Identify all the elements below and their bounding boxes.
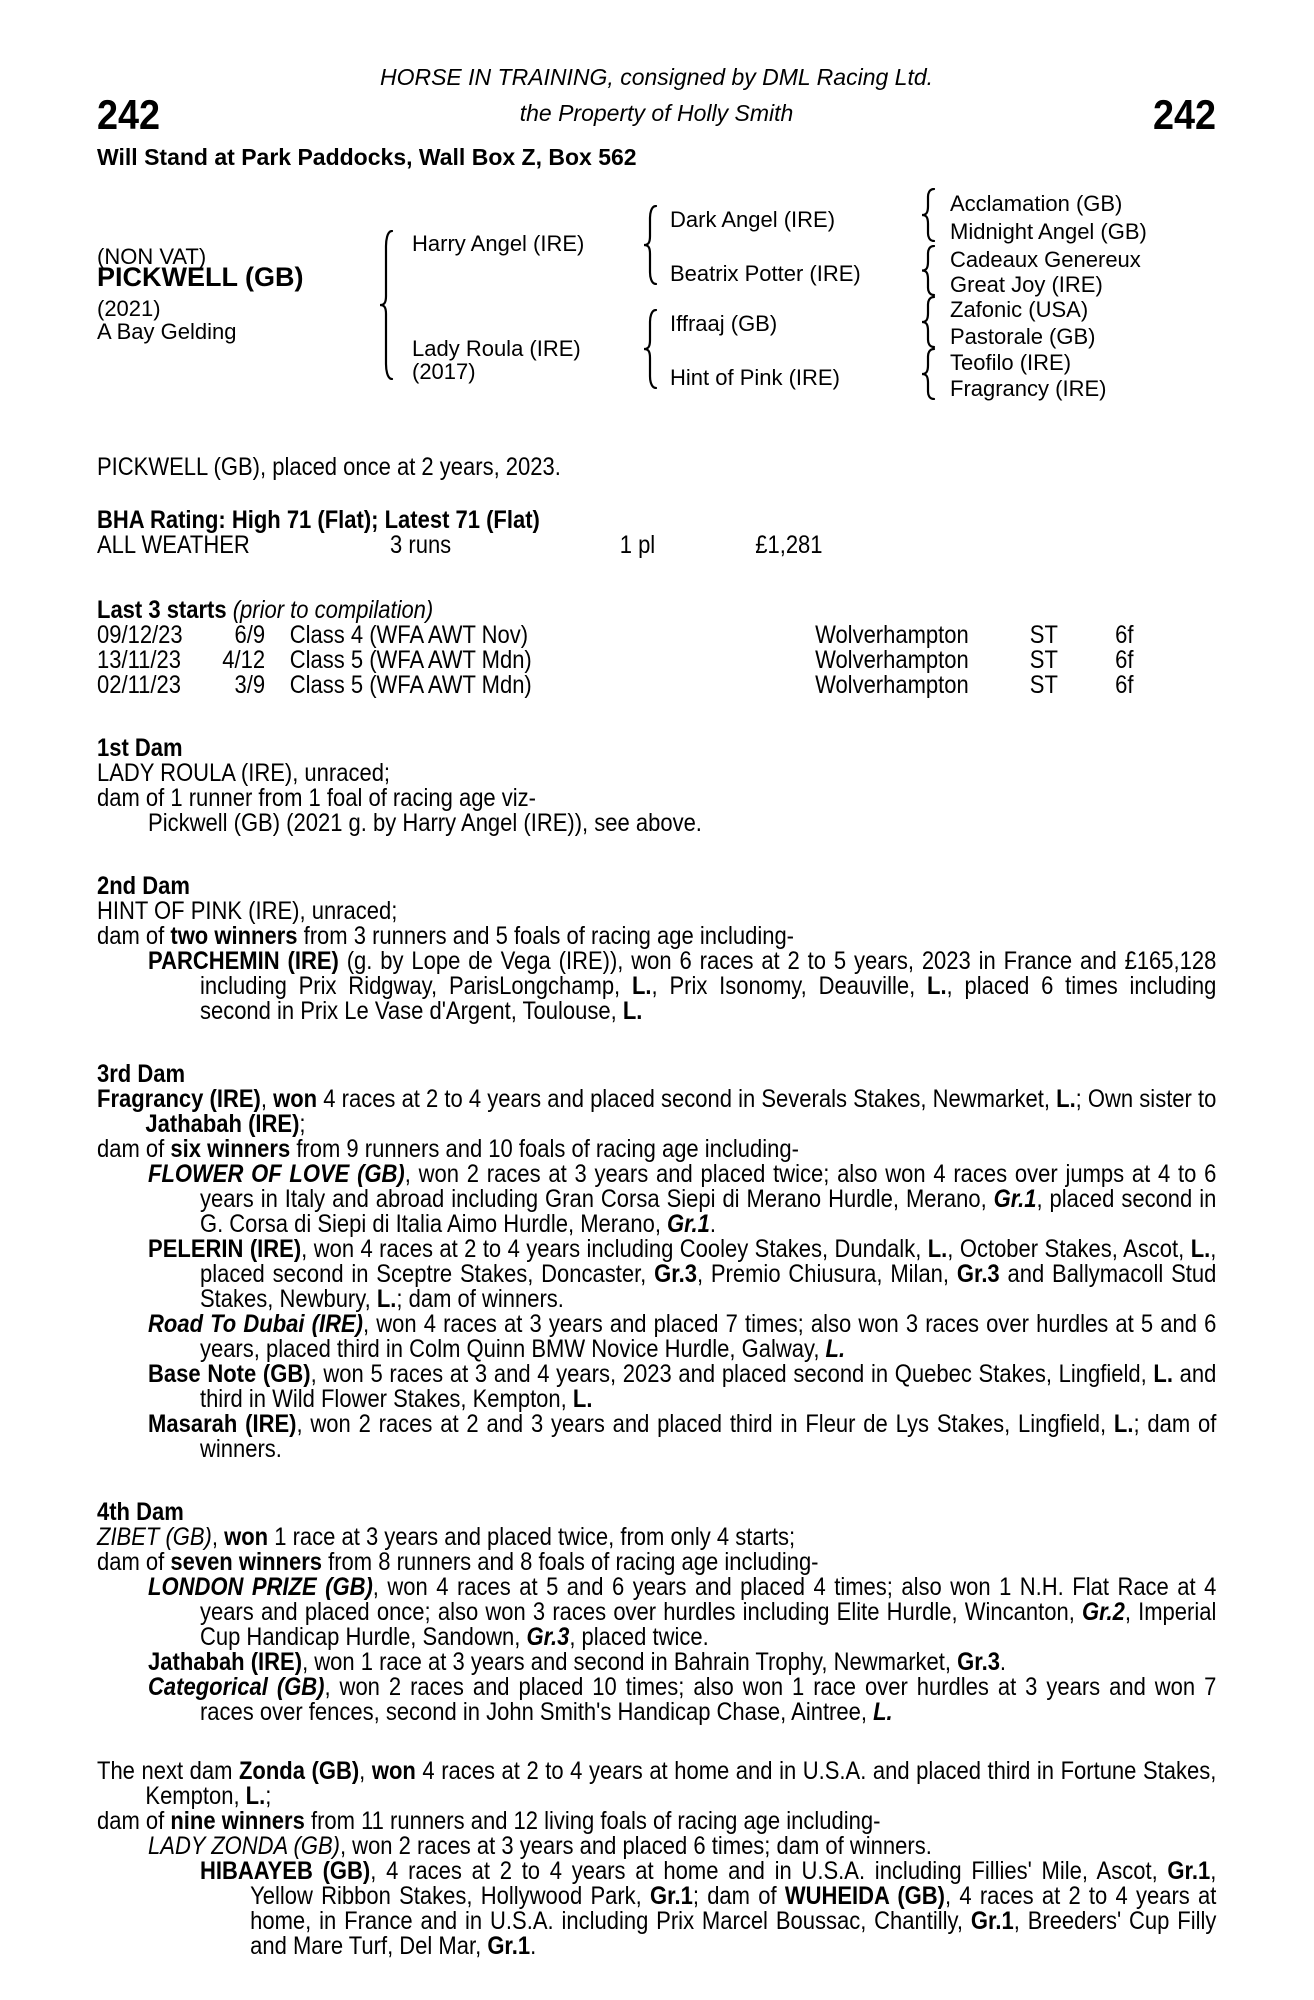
start-position: 6/9 [234, 621, 266, 649]
horse-name: PICKWELL (GB) [97, 262, 304, 292]
start-distance: 6f [1115, 646, 1134, 674]
start-going: ST [1029, 671, 1058, 699]
pedigree-paragraph: PELERIN (IRE), won 4 races at 2 to 4 years including Cooley Stakes, Dundalk, L., October Stakes, Ascot, L., placed second in Sceptre Stakes, Doncaster, Gr.3, Premio Chiusura, Milan, Gr.3 and Ballymacoll Stud Stakes, Newbury, L.; dam of winners. [148, 1235, 1217, 1313]
pedigree-paragraph: Categorical (GB), won 2 races and placed 10 times; also won 1 race over hurdles at 3 years and won 7 races over fences, second in John Smith's Handicap Chase, Aintree, L. [148, 1673, 1217, 1726]
gg-name: Fragrancy (IRE) [950, 376, 1107, 401]
pedigree-paragraph: dam of nine winners from 11 runners and 12 living foals of racing age including- [97, 1807, 881, 1835]
stats-placings: 1 pl [619, 531, 656, 559]
pedigree-brace-dam [642, 309, 658, 393]
pedigree-paragraph: PARCHEMIN (IRE) (g. by Lope de Vega (IRE)), won 6 races at 2 to 5 years, 2023 in France and £165,128 including Prix Ridgway, ParisLongchamp, L., Prix Isonomy, Deauville, L., placed 6 times including second in Prix Le Vase d'Argent, Toulouse, L. [148, 947, 1217, 1025]
race-stats-row [97, 533, 1216, 558]
gg-name: Great Joy (IRE) [950, 272, 1103, 297]
lot-number-right: 242 [1152, 91, 1216, 138]
pedigree-paragraph: LADY ROULA (IRE), unraced; [97, 759, 391, 787]
start-going: ST [1029, 646, 1058, 674]
stats-surface: ALL WEATHER [97, 531, 250, 559]
start-course: Wolverhampton [815, 621, 969, 649]
pedigree-paragraph: Base Note (GB), won 5 races at 3 and 4 years, 2023 and placed second in Quebec Stakes, Lingfield, L. and third in Wild Flower Stakes, Kempton, L. [148, 1360, 1217, 1413]
gg-name: Teofilo (IRE) [950, 350, 1072, 375]
lot-number-left: 242 [97, 91, 161, 138]
sire-name: Harry Angel (IRE) [412, 231, 585, 256]
dam-sire-name: Iffraaj (GB) [670, 311, 778, 336]
start-race: Class 5 (WFA AWT Mdn) [289, 671, 532, 699]
pedigree-brace-sire [642, 205, 658, 289]
section-next-dam [97, 1759, 1216, 1959]
stand-location: Will Stand at Park Paddocks, Wall Box Z, Box 562 [97, 144, 637, 170]
stats-runs: 3 runs [390, 531, 452, 559]
pedigree-brace-main [378, 230, 394, 384]
gg-name: Acclamation (GB) [950, 191, 1123, 216]
section-heading-1st-dam: 1st Dam [97, 734, 183, 762]
table-row [97, 648, 1216, 673]
start-race: Class 5 (WFA AWT Mdn) [289, 646, 532, 674]
last-starts-heading: Last 3 starts (prior to compilation) [97, 596, 434, 624]
section-2nd-dam [97, 899, 1216, 1024]
start-date: 13/11/23 [97, 646, 182, 674]
pedigree-brace-gg3 [920, 296, 936, 352]
start-race: Class 4 (WFA AWT Nov) [289, 621, 529, 649]
non-vat-label: (NON VAT) [97, 244, 207, 269]
start-distance: 6f [1115, 671, 1134, 699]
pedigree-paragraph: Fragrancy (IRE), won 4 races at 2 to 4 years and placed second in Severals Stakes, Newmarket, L.; Own sister to Jathabah (IRE); [97, 1085, 1217, 1138]
consignor-line: HORSE IN TRAINING, consigned by DML Racing Ltd. [379, 64, 934, 90]
race-record-summary: PICKWELL (GB), placed once at 2 years, 2023. [97, 453, 561, 481]
pedigree-paragraph: dam of 1 runner from 1 foal of racing age viz- [97, 784, 536, 812]
pedigree-paragraph: dam of two winners from 3 runners and 5 foals of racing age including- [97, 922, 795, 950]
last-starts-subtitle: (prior to compilation) [226, 596, 434, 624]
pedigree-paragraph: Pickwell (GB) (2021 g. by Harry Angel (IRE)), see above. [148, 809, 702, 837]
section-1st-dam [97, 761, 1216, 836]
property-line: the Property of Holly Smith [519, 100, 794, 126]
table-row [97, 673, 1216, 698]
pedigree-brace-gg2 [920, 245, 936, 300]
start-course: Wolverhampton [815, 671, 969, 699]
gg-name: Midnight Angel (GB) [950, 219, 1147, 244]
bha-rating: BHA Rating: High 71 (Flat); Latest 71 (Flat) [97, 506, 540, 534]
section-3rd-dam [97, 1087, 1216, 1462]
pedigree-paragraph: The next dam Zonda (GB), won 4 races at 2 to 4 years at home and in U.S.A. and placed third in Fortune Stakes, Kempton, L.; [97, 1757, 1217, 1810]
sire-sire-name: Dark Angel (IRE) [670, 207, 836, 232]
start-position: 3/9 [234, 671, 266, 699]
section-heading-3rd-dam: 3rd Dam [97, 1060, 186, 1088]
pedigree-paragraph: Masarah (IRE), won 2 races at 2 and 3 years and placed third in Fleur de Lys Stakes, Lingfield, L.; dam of winners. [148, 1410, 1217, 1463]
horse-description: A Bay Gelding [97, 319, 237, 344]
start-date: 02/11/23 [97, 671, 182, 699]
pedigree-paragraph: HIBAAYEB (GB), 4 races at 2 to 4 years at home and in U.S.A. including Fillies' Mile, Ascot, Gr.1, Yellow Ribbon Stakes, Hollywood Park, Gr.1; dam of WUHEIDA (GB), 4 races at 2 to 4 years at home, in France and in U.S.A. including Prix Marcel Boussac, Chantilly, Gr.1, Breeders' Cup Filly and Mare Turf, Del Mar, Gr.1. [199, 1857, 1217, 1960]
pedigree-paragraph: Road To Dubai (IRE), won 4 races at 3 years and placed 7 times; also won 3 races over hurdles at 5 and 6 years, placed third in Colm Quinn BMW Novice Hurdle, Galway, L. [148, 1310, 1217, 1363]
pedigree-tree [97, 185, 1216, 413]
gg-name: Cadeaux Genereux [950, 247, 1141, 272]
gg-name: Pastorale (GB) [950, 324, 1096, 349]
pedigree-paragraph: HINT OF PINK (IRE), unraced; [97, 897, 398, 925]
body-column [97, 455, 1216, 1959]
pedigree-brace-gg1 [920, 188, 936, 246]
pedigree-paragraph: dam of seven winners from 8 runners and 8 foals of racing age including- [97, 1548, 819, 1576]
pedigree-paragraph: LONDON PRIZE (GB), won 4 races at 5 and 6 years and placed 4 times; also won 1 N.H. Flat Race at 4 years and placed once; also won 3 races over hurdles including Elite Hurdle, Wincanton, Gr.2, Imperial Cup Handicap Hurdle, Sandown, Gr.3, placed twice. [148, 1573, 1217, 1651]
start-date: 09/12/23 [97, 621, 183, 649]
stats-earnings: £1,281 [755, 531, 823, 559]
pedigree-brace-gg4 [920, 348, 936, 404]
pedigree-paragraph: ZIBET (GB), won 1 race at 3 years and placed twice, from only 4 starts; [97, 1523, 796, 1551]
gg-name: Zafonic (USA) [950, 297, 1089, 322]
section-4th-dam [97, 1525, 1216, 1725]
start-position: 4/12 [222, 646, 266, 674]
pedigree-paragraph: Jathabah (IRE), won 1 race at 3 years and second in Bahrain Trophy, Newmarket, Gr.3. [148, 1648, 1007, 1676]
dam-dam-name: Hint of Pink (IRE) [670, 365, 840, 390]
dam-year: (2017) [412, 359, 476, 384]
lot-row [97, 92, 1216, 144]
pedigree-paragraph: LADY ZONDA (GB), won 2 races at 3 years and placed 6 times; dam of winners. [148, 1832, 932, 1860]
start-course: Wolverhampton [815, 646, 969, 674]
foaling-year: (2021) [97, 296, 161, 321]
dam-name: Lady Roula (IRE) [412, 336, 581, 361]
pedigree-paragraph: FLOWER OF LOVE (GB), won 2 races at 3 years and placed twice; also won 4 races over jumps at 4 to 6 years in Italy and abroad including Gran Corsa Siepi di Merano Hurdle, Merano, Gr.1, placed second in G. Corsa di Siepi di Italia Aimo Hurdle, Merano, Gr.1. [148, 1160, 1217, 1238]
section-heading-2nd-dam: 2nd Dam [97, 872, 190, 900]
start-distance: 6f [1115, 621, 1134, 649]
section-heading-4th-dam: 4th Dam [97, 1498, 184, 1526]
sire-dam-name: Beatrix Potter (IRE) [670, 261, 861, 286]
pedigree-paragraph: dam of six winners from 9 runners and 10 foals of racing age including- [97, 1135, 799, 1163]
start-going: ST [1029, 621, 1058, 649]
table-row [97, 623, 1216, 648]
